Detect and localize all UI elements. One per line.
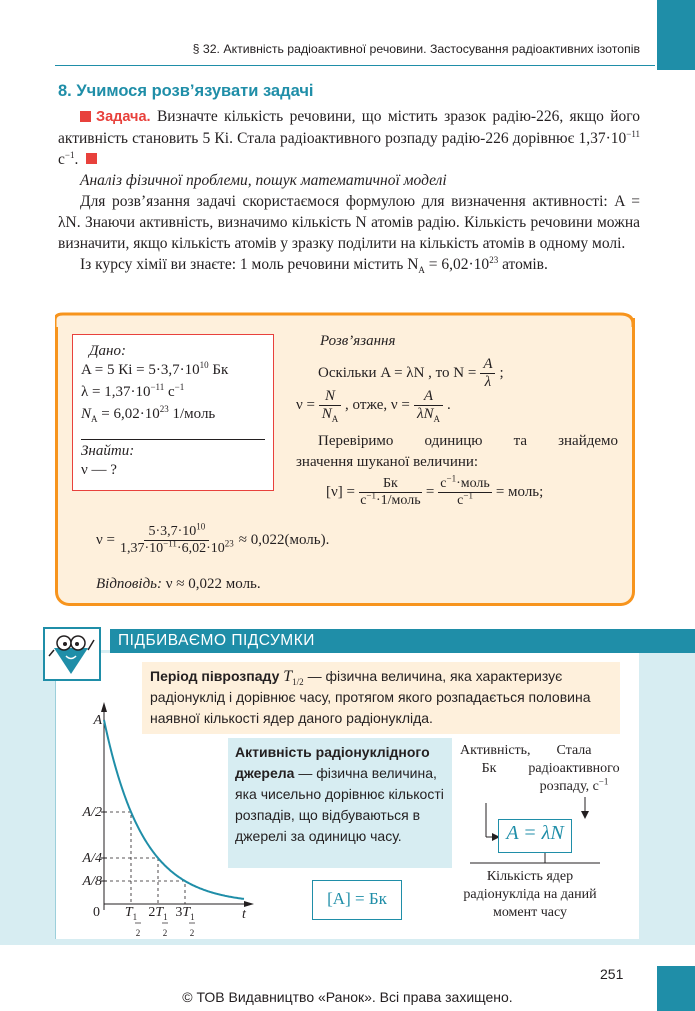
corner-tab-top [657,0,695,70]
given-divider [81,439,265,440]
solution-step-1: Оскільки A = λN , то N = $\frac{A}{\lambda}$ ; [318,356,504,390]
given-line-1: A = 5 Кі = $5\cdot 3,7\cdot 10^{10}$ Бк [81,360,229,378]
given-title: Дано: [89,343,126,359]
solution-title: Розв’язання [320,333,396,349]
y-tick-label: A/4 [82,851,102,866]
x-axis-label: t [242,907,246,922]
task-block [58,106,640,275]
find-title: Знайти: [81,443,135,459]
decay-curve [104,720,244,899]
diagram-left-label: Активність, Бк [460,743,531,776]
diagram-formula: A = λN [506,822,564,844]
grid-line [104,881,185,904]
x-tick-fraction-den: 2 [162,928,168,938]
given-box [72,334,274,491]
x-tick-label: $3T_1$ [175,905,195,922]
task-text: Задача. Визначте кількість речовини, що містить зразок радію-226, якщо його активність становить 5 Кі. Стала радіоактивного розпаду радію-226 дорівнює $1,37\cdot 10^{-11}$ $с^{-1}$. [58,108,640,168]
running-header: § 32. Активність радіоактивної речовини. Застосування радіоактивних ізотопів [192,42,640,56]
check-line-1: Перевіримо одиницю та знайдемо [318,433,618,449]
y-axis-arrow [101,702,107,712]
check-line-2: значення шуканої величини: [296,454,479,470]
solution-box-top [55,312,635,328]
x-tick-label: $2T_1$ [148,905,168,922]
activity-definition: Активність радіонуклідного джерела — фізична величина, яка чисельно дорівнює кількості розпадів, що відбуваються в джерелі за одиницю часу. [235,744,444,844]
y-tick-label: A/8 [82,874,102,889]
given-line-3: $N_A = 6,02\cdot 10^{23}$ 1/моль [81,404,216,424]
header-rule [55,65,655,66]
unit-formula: [A] = Бк [327,889,387,908]
given-line-2: $\lambda = 1,37\cdot 10^{-11}$ $с^{-1}$ [81,382,185,400]
x-tick-fraction-den: 2 [189,928,195,938]
x-origin-label: 0 [93,905,100,920]
task-label: Задача. [96,109,151,125]
task-end-marker [86,153,97,164]
calculation: ν = $\frac{5\cdot 3,7\cdot 10^{10}}{1,37\cdot 10^{-11}\cdot 6,02\cdot 10^{23}}$ ≈ 0,022(моль). [96,521,330,556]
diagram-bottom-label: Кількість ядер радіонукліда на даний момент часу [463,869,597,920]
solution-step-2: ν = $\frac{N}{N_A}$ , отже, ν = A $\lambda N_A$ . [296,388,451,424]
y-tick-label: A/2 [82,805,102,820]
page-number: 251 [600,966,624,982]
mascot-icon [42,626,102,682]
x-tick-fraction-den: 2 [135,928,141,938]
find-value: ν — ? [81,462,117,478]
diagram-right-label: Стала радіоактивного розпаду, $с^{-1}$ [528,743,620,794]
task-marker [80,111,91,122]
section-title: 8. Учимося розв’язувати задачі [58,82,314,100]
halflife-definition: Період піврозпаду $T_{1/2}$ — фізична величина, яка характеризує радіонуклід і дорівнює часу, протягом якого розпадається половина наявної кількості ядер даного радіонукліда. [150,668,591,726]
unit-check: [ν] = Бк $с^{-1}\cdot 1$/моль = $с^{-1}\cdot моль$ $с^{-1}$ = моль; [326,473,544,508]
answer: Відповідь: ν ≈ 0,022 моль. [96,576,261,592]
copyright: © ТОВ Видавництво «Ранок». Всі права захищено. [182,989,513,1005]
analysis-p1: Для розв’язання задачі скористаємося формулою для визначення активності: A = λN. Знаючи активність, визначимо кількість N атомів радію. Кількість речовини можна визначити, якщо кількість атомів у зразку поділити на кількість атомів в одному молі. [58,193,640,252]
y-tick-label: A [93,713,102,728]
analysis-p2: Із курсу хімії ви знаєте: 1 моль речовини містить $N_A = 6,02\cdot 10^{23}$ атомів. [80,254,548,276]
summary-title: ПІДБИВАЄМО ПІДСУМКИ [118,632,315,649]
x-tick-label: $T_1$ [124,905,138,922]
analysis-title: Аналіз фізичної проблеми, пошук математичної моделі [80,172,447,189]
